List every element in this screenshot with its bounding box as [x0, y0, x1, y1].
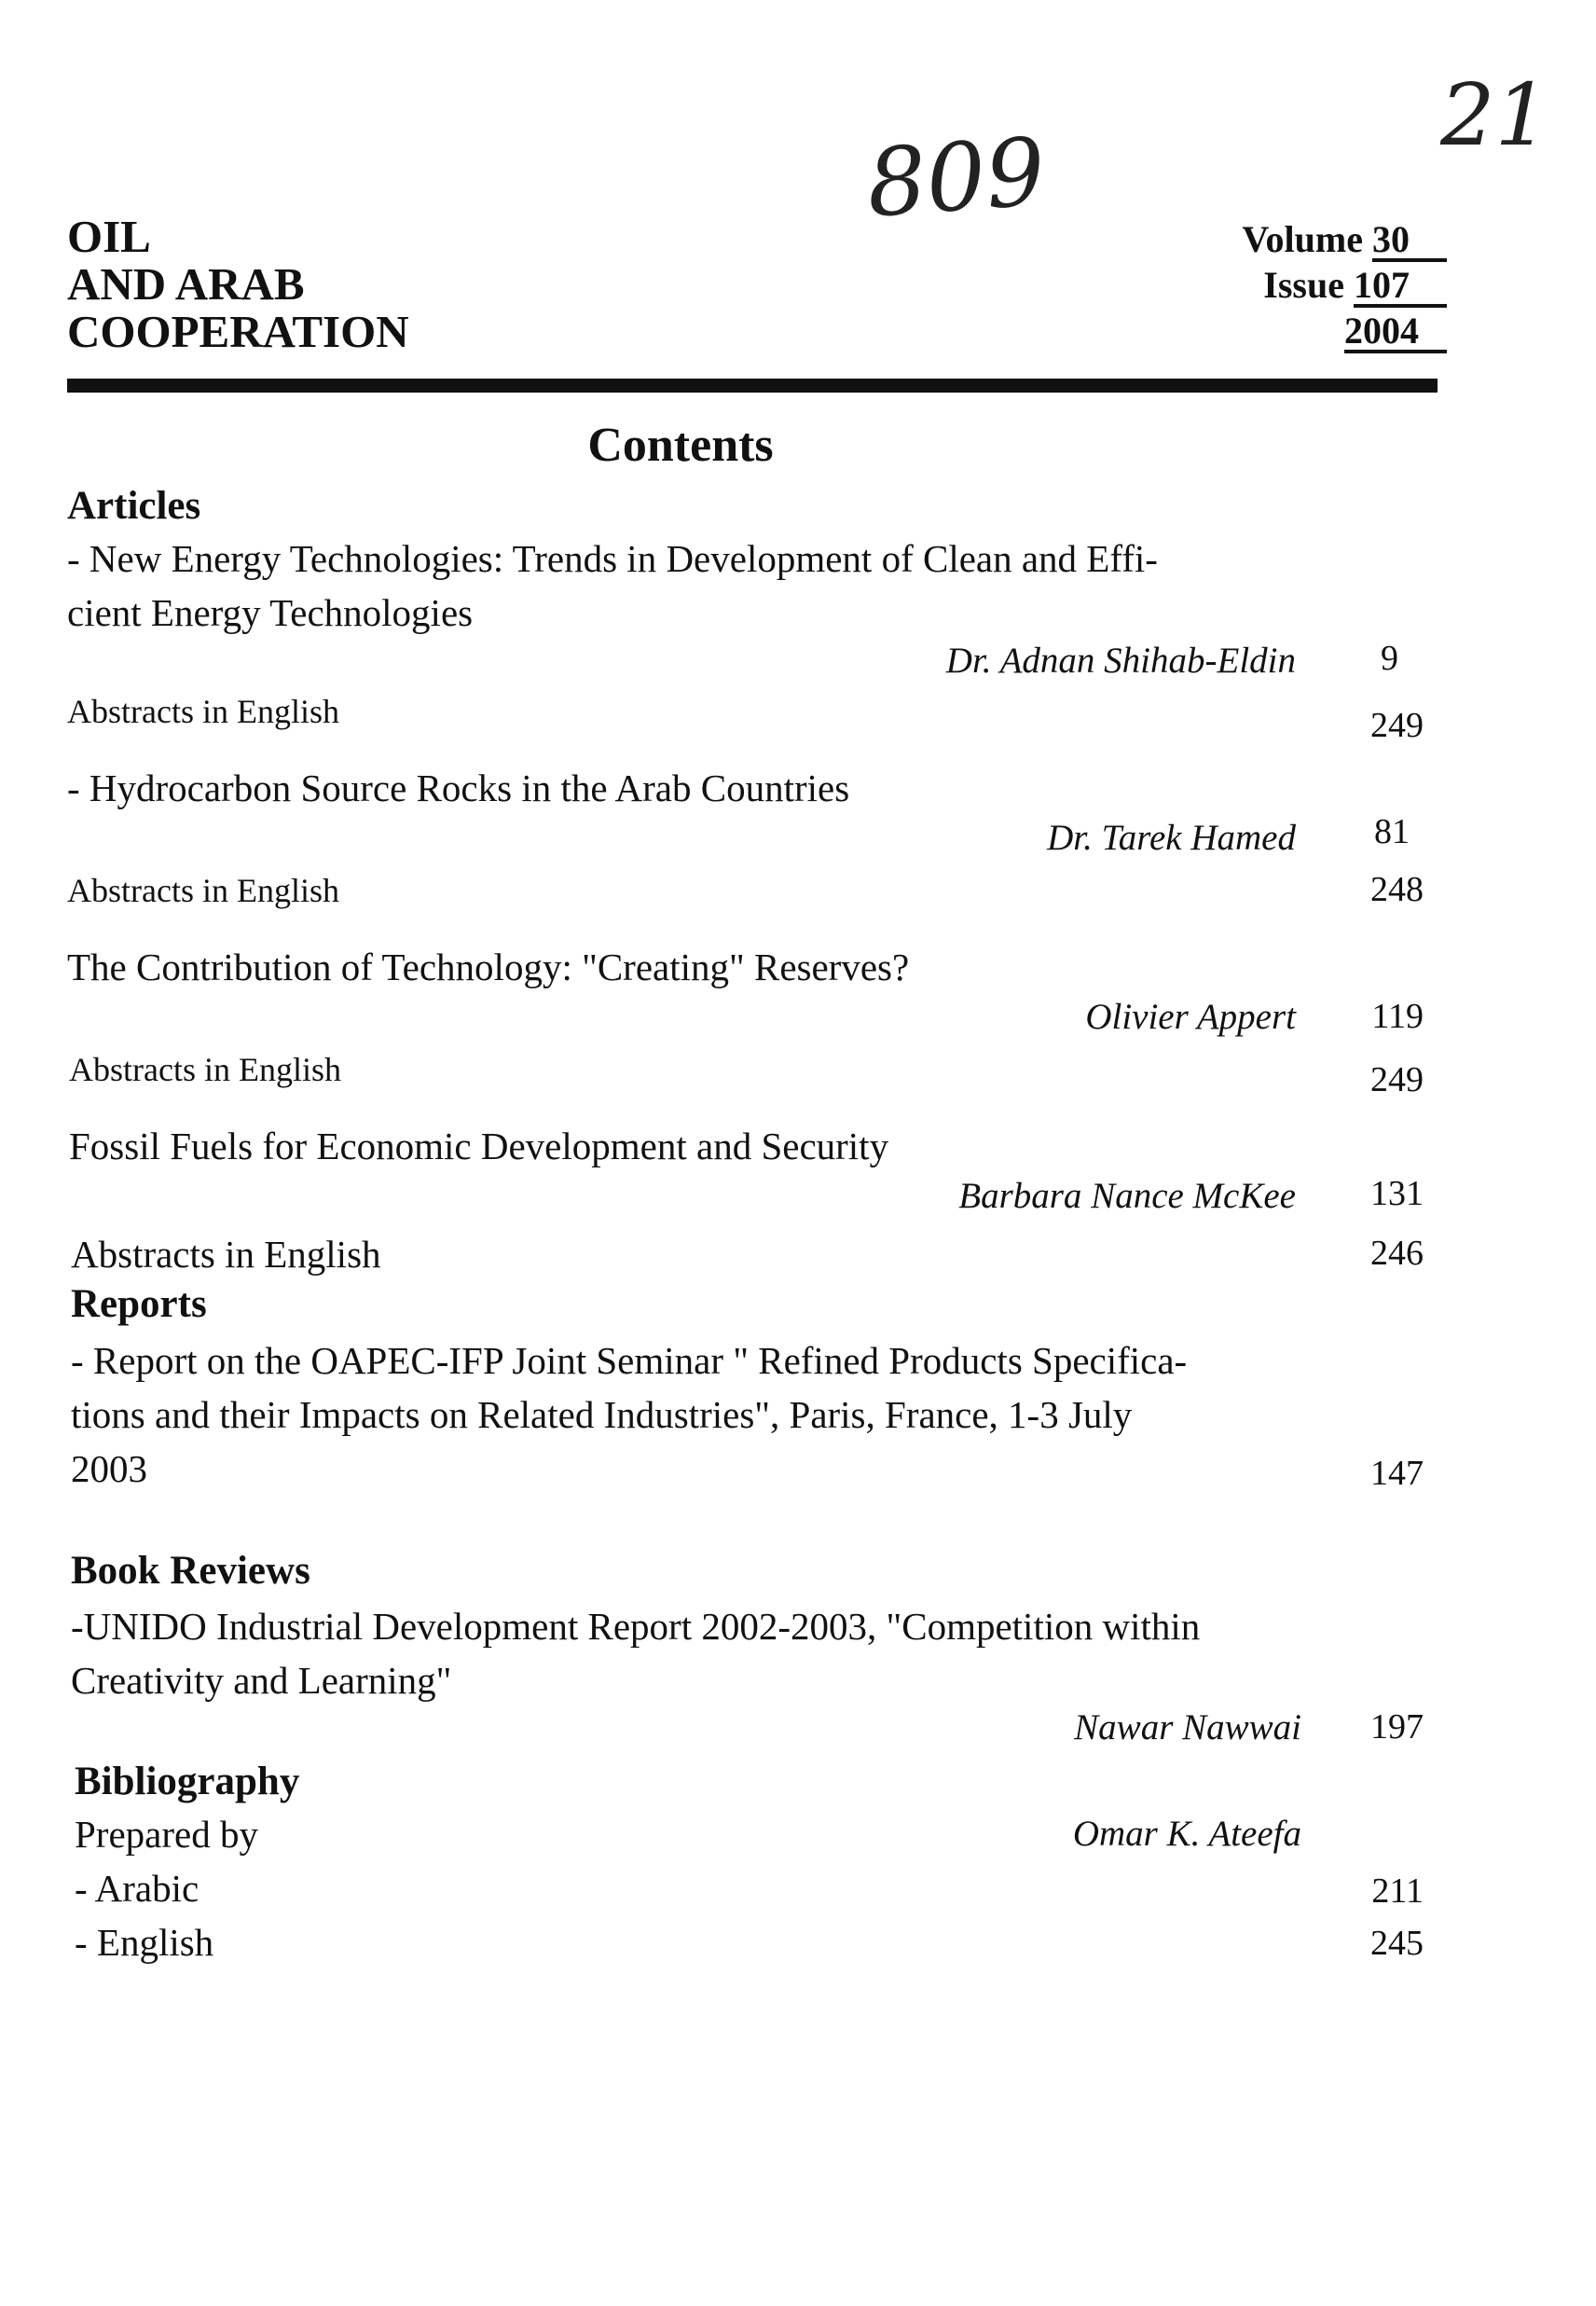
journal-title-line-3: COOPERATION — [67, 306, 409, 357]
section-heading-articles: Articles — [67, 484, 201, 528]
article-1-abstract-page: 249 — [1370, 706, 1424, 745]
article-1-title-line-2: cient Energy Technologies — [67, 591, 474, 634]
journal-title-line-1: OIL — [67, 211, 151, 262]
issue-row — [1242, 262, 1447, 308]
article-4-page: 131 — [1370, 1174, 1424, 1213]
volume-value: 30 — [1372, 221, 1447, 262]
journal-title-line-2: AND ARAB — [67, 258, 305, 310]
bibliography-item-english: - English — [75, 1921, 214, 1964]
article-3-abstract-label: Abstracts in English — [69, 1051, 341, 1088]
article-3-author: Olivier Appert — [1085, 997, 1296, 1037]
report-title-line-1: - Report on the OAPEC-IFP Joint Seminar " Refined Products Specifica- — [71, 1339, 1188, 1382]
issue-value: 107 — [1354, 267, 1447, 308]
article-2-abstract-label: Abstracts in English — [67, 872, 339, 909]
report-title — [71, 1333, 1296, 1496]
article-3-title: The Contribution of Technology: "Creating" Reserves? — [67, 946, 910, 988]
bibliography-item-arabic-page: 211 — [1371, 1871, 1424, 1911]
book-review-title-line-2: Creativity and Learning" — [71, 1659, 452, 1702]
section-heading-book-reviews: Book Reviews — [71, 1549, 310, 1593]
article-4-title: Fossil Fuels for Economic Development and Security — [69, 1125, 889, 1167]
bibliography-item-arabic: - Arabic — [75, 1867, 200, 1910]
book-review-title-line-1: -UNIDO Industrial Development Report 2002-2003, "Competition within — [71, 1605, 1201, 1648]
issue-label: Issue — [1263, 264, 1344, 306]
contents-heading: Contents — [587, 419, 774, 472]
volume-row — [1242, 216, 1447, 262]
book-review-title — [71, 1599, 1301, 1707]
article-2-abstract-page: 248 — [1370, 870, 1424, 909]
bibliography-prepared-by: Prepared by — [75, 1813, 258, 1856]
handwritten-catalog-number: 809 — [863, 117, 1049, 239]
article-1-author: Dr. Adnan Shihab-Eldin — [945, 641, 1296, 681]
volume-label: Volume — [1242, 218, 1363, 260]
book-review-page: 197 — [1370, 1707, 1424, 1747]
header-divider — [67, 379, 1438, 393]
journal-title — [67, 213, 409, 355]
article-4-abstract-label: Abstracts in English — [71, 1233, 381, 1276]
article-2-page: 81 — [1374, 812, 1410, 851]
report-title-line-2: tions and their Impacts on Related Industries", Paris, France, 1-3 July — [71, 1393, 1133, 1436]
issue-info — [1242, 216, 1447, 353]
article-1-page: 9 — [1381, 639, 1398, 678]
bibliography-author: Omar K. Ateefa — [1072, 1814, 1301, 1854]
section-heading-bibliography: Bibliography — [75, 1760, 300, 1803]
article-3-abstract-page: 249 — [1370, 1060, 1424, 1099]
report-page: 147 — [1370, 1454, 1424, 1493]
article-1-abstract-label: Abstracts in English — [67, 693, 339, 730]
report-title-line-3: 2003 — [71, 1447, 147, 1490]
year-value: 2004 — [1344, 312, 1447, 353]
book-review-author: Nawar Nawwai — [1074, 1707, 1301, 1747]
article-4-abstract-page: 246 — [1370, 1234, 1424, 1273]
bibliography-item-english-page: 245 — [1370, 1924, 1424, 1963]
article-2-author: Dr. Tarek Hamed — [1047, 818, 1296, 858]
section-heading-reports: Reports — [71, 1282, 207, 1326]
article-3-page: 119 — [1371, 997, 1424, 1036]
article-4-author: Barbara Nance McKee — [958, 1176, 1296, 1216]
article-1-title — [67, 532, 1290, 640]
article-1-title-line-1: - New Energy Technologies: Trends in Development of Clean and Effi- — [67, 537, 1158, 580]
article-2-title: - Hydrocarbon Source Rocks in the Arab Countries — [67, 766, 850, 809]
handwritten-page-number: 21 — [1440, 65, 1550, 165]
year-row — [1242, 308, 1447, 353]
